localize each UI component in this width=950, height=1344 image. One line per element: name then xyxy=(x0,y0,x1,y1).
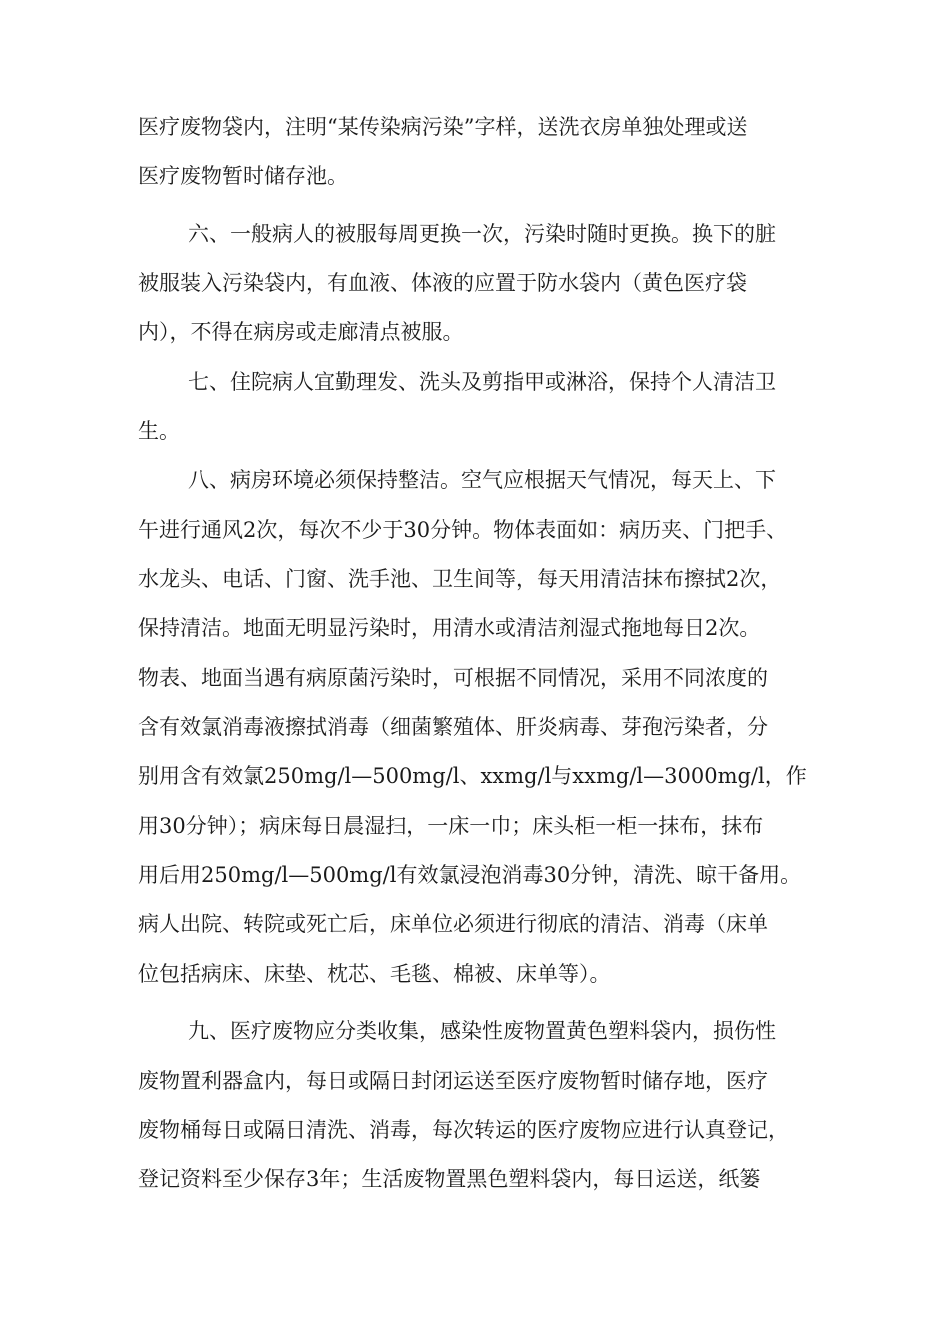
text-line: 登记资料至少保存3年；生活废物置黑色塑料袋内，每日运送，纸篓 xyxy=(138,1167,761,1191)
text-line: 用后用250mg/l—500mg/l有效氯浸泡消毒30分钟，清洗、晾干备用。 xyxy=(138,863,802,887)
text-line: 水龙头、电话、门窗、洗手池、卫生间等，每天用清洁抹布擦拭2次， xyxy=(138,567,782,591)
text-line: 保持清洁。地面无明显污染时，用清水或清洁剂湿式拖地每日2次。 xyxy=(138,616,761,640)
paragraph-9-start: 九、医疗废物应分类收集，感染性废物置黄色塑料袋内，损伤性 xyxy=(188,1019,776,1043)
text-line: 用30分钟）；病床每日晨湿扫，一床一巾；床头柜一柜一抹布，抹布 xyxy=(138,814,764,838)
text-line: 位包括病床、床垫、枕芯、毛毯、棉被、床单等）。 xyxy=(138,962,611,986)
paragraph-8-start: 八、病房环境必须保持整洁。空气应根据天气情况，每天上、下 xyxy=(188,468,776,492)
text-line: 医疗废物暂时储存池。 xyxy=(138,164,348,188)
text-line: 被服装入污染袋内，有血液、体液的应置于防水袋内（黄色医疗袋 xyxy=(138,271,747,295)
text-line: 废物置利器盒内，每日或隔日封闭运送至医疗废物暂时储存地，医疗 xyxy=(138,1069,768,1093)
text-line: 别用含有效氯250mg/l—500mg/l、xxmg/l与xxmg/l—3000mg/l，作 xyxy=(138,764,807,788)
text-line: 病人出院、转院或死亡后，床单位必须进行彻底的清洁、消毒（床单 xyxy=(138,912,768,936)
text-line: 废物桶每日或隔日清洗、消毒，每次转运的医疗废物应进行认真登记， xyxy=(138,1118,789,1142)
text-line: 内），不得在病房或走廊清点被服。 xyxy=(138,320,464,344)
text-line: 生。 xyxy=(138,419,180,443)
text-line: 物表、地面当遇有病原菌污染时，可根据不同情况，采用不同浓度的 xyxy=(138,666,768,690)
text-line: 医疗废物袋内，注明“某传染病污染”字样，送洗衣房单独处理或送 xyxy=(138,115,748,139)
paragraph-6-start: 六、一般病人的被服每周更换一次，污染时随时更换。换下的脏 xyxy=(188,222,776,246)
text-line: 含有效氯消毒液擦拭消毒（细菌繁殖体、肝炎病毒、芽孢污染者，分 xyxy=(138,715,768,739)
text-line: 午进行通风2次，每次不少于30分钟。物体表面如：病历夹、门把手、 xyxy=(138,518,788,542)
paragraph-7-start: 七、住院病人宜勤理发、洗头及剪指甲或淋浴，保持个人清洁卫 xyxy=(188,370,776,394)
